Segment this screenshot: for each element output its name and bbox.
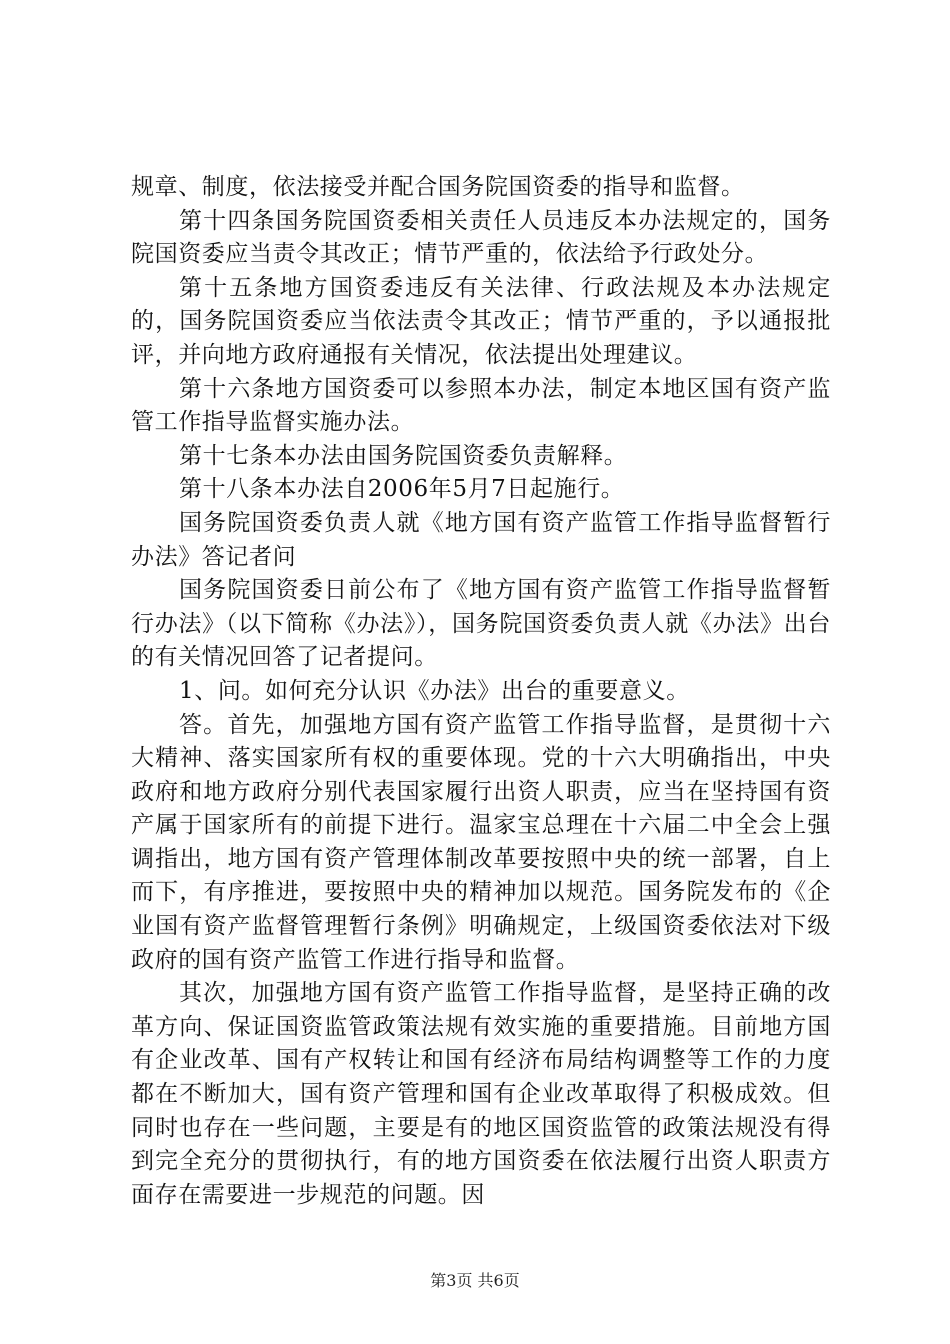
paragraph-answer-2: 其次，加强地方国有资产监管工作指导监督，是坚持正确的改革方向、保证国资监管政策法规有效实施的重要措施。目前地方国有企业改革、国有产权转让和国有经济布局结构调整等工作的力度都在不断加大，国有资产管理和国有企业改革取得了积极成效。但同时也存在一些问题，主要是有的地区国资监管的政策法规没有得到完全充分的贯彻执行，有的地方国资委在依法履行出资人职责方面存在需要进一步规范的问题。因 bbox=[131, 980, 831, 1208]
paragraph-article-17: 第十七条本办法由国务院国资委负责解释。 bbox=[179, 442, 628, 469]
paragraph-1: 规章、制度，依法接受并配合国务院国资委的指导和监督。 bbox=[131, 174, 745, 200]
paragraph-interview-heading: 国务院国资委负责人就《地方国有资产监管工作指导监督暂行办法》答记者问 bbox=[131, 509, 831, 570]
document-body bbox=[131, 171, 831, 1212]
paragraph-article-14: 第十四条国务院国资委相关责任人员违反本办法规定的，国务院国资委应当责令其改正；情节严重的，依法给予行政处分。 bbox=[131, 207, 831, 268]
paragraph-interview-intro: 国务院国资委日前公布了《地方国有资产监管工作指导监督暂行办法》（以下简称《办法》），国务院国资委负责人就《办法》出台的有关情况回答了记者提问。 bbox=[131, 577, 831, 671]
paragraph-article-18: 第十八条本办法自2006年5月7日起施行。 bbox=[179, 476, 625, 503]
paragraph-article-16: 第十六条地方国资委可以参照本办法，制定本地区国有资产监管工作指导监督实施办法。 bbox=[131, 375, 831, 436]
paragraph-answer-1: 答。首先，加强地方国有资产监管工作指导监督，是贯彻十六大精神、落实国家所有权的重要体现。党的十六大明确指出，中央政府和地方政府分别代表国家履行出资人职责，应当在坚持国有资产属于国家所有的前提下进行。温家宝总理在十六届二中全会上强调指出，地方国有资产管理体制改革要按照中央的统一部署，自上而下，有序推进，要按照中央的精神加以规范。国务院发布的《企业国有资产监督管理暂行条例》明确规定，上级国资委依法对下级政府的国有资产监管工作进行指导和监督。 bbox=[131, 711, 831, 973]
paragraph-question-1: 1、问。如何充分认识《办法》出台的重要意义。 bbox=[179, 677, 690, 704]
page-number-footer: 第3页 共6页 bbox=[430, 1271, 520, 1290]
paragraph-article-15: 第十五条地方国资委违反有关法律、行政法规及本办法规定的，国务院国资委应当依法责令其改正；情节严重的，予以通报批评，并向地方政府通报有关情况，依法提出处理建议。 bbox=[131, 274, 831, 368]
